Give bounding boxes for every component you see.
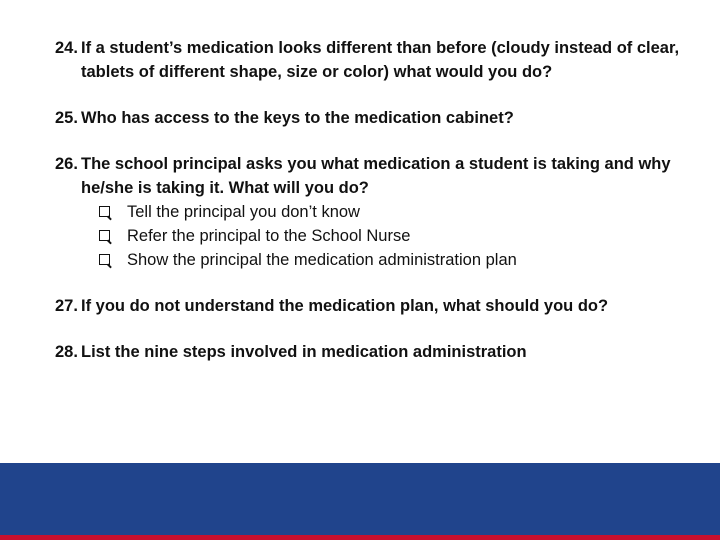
question-25 <box>55 106 695 130</box>
question-number: 25. <box>55 109 78 127</box>
answer-option[interactable] <box>99 248 695 272</box>
answer-options <box>81 200 695 272</box>
checkbox-icon[interactable] <box>99 230 110 241</box>
question-number: 24. <box>55 39 78 57</box>
answer-option[interactable] <box>99 200 695 224</box>
question-number: 26. <box>55 155 78 173</box>
footer-band <box>0 463 720 535</box>
question-27 <box>55 294 695 318</box>
question-number: 27. <box>55 297 78 315</box>
option-label: Refer the principal to the School Nurse <box>127 227 411 245</box>
option-label: Tell the principal you don’t know <box>127 203 360 221</box>
question-26 <box>55 152 695 272</box>
checkbox-icon[interactable] <box>99 206 110 217</box>
checkbox-icon[interactable] <box>99 254 110 265</box>
question-24 <box>55 36 695 84</box>
footer-stripe <box>0 535 720 540</box>
question-text: If a student’s medication looks different than before (cloudy instead of clear, tablets of different shape, size or color) what would you do? <box>81 39 680 81</box>
question-text: If you do not understand the medication plan, what should you do? <box>81 297 609 315</box>
question-number: 28. <box>55 343 78 361</box>
question-text: List the nine steps involved in medication administration <box>81 343 527 361</box>
question-list <box>55 36 695 386</box>
question-28 <box>55 340 695 364</box>
question-text: Who has access to the keys to the medication cabinet? <box>81 109 514 127</box>
answer-option[interactable] <box>99 224 695 248</box>
option-label: Show the principal the medication administration plan <box>127 251 517 269</box>
question-text: The school principal asks you what medication a student is taking and why he/she is taking it. What will you do? <box>81 155 671 197</box>
